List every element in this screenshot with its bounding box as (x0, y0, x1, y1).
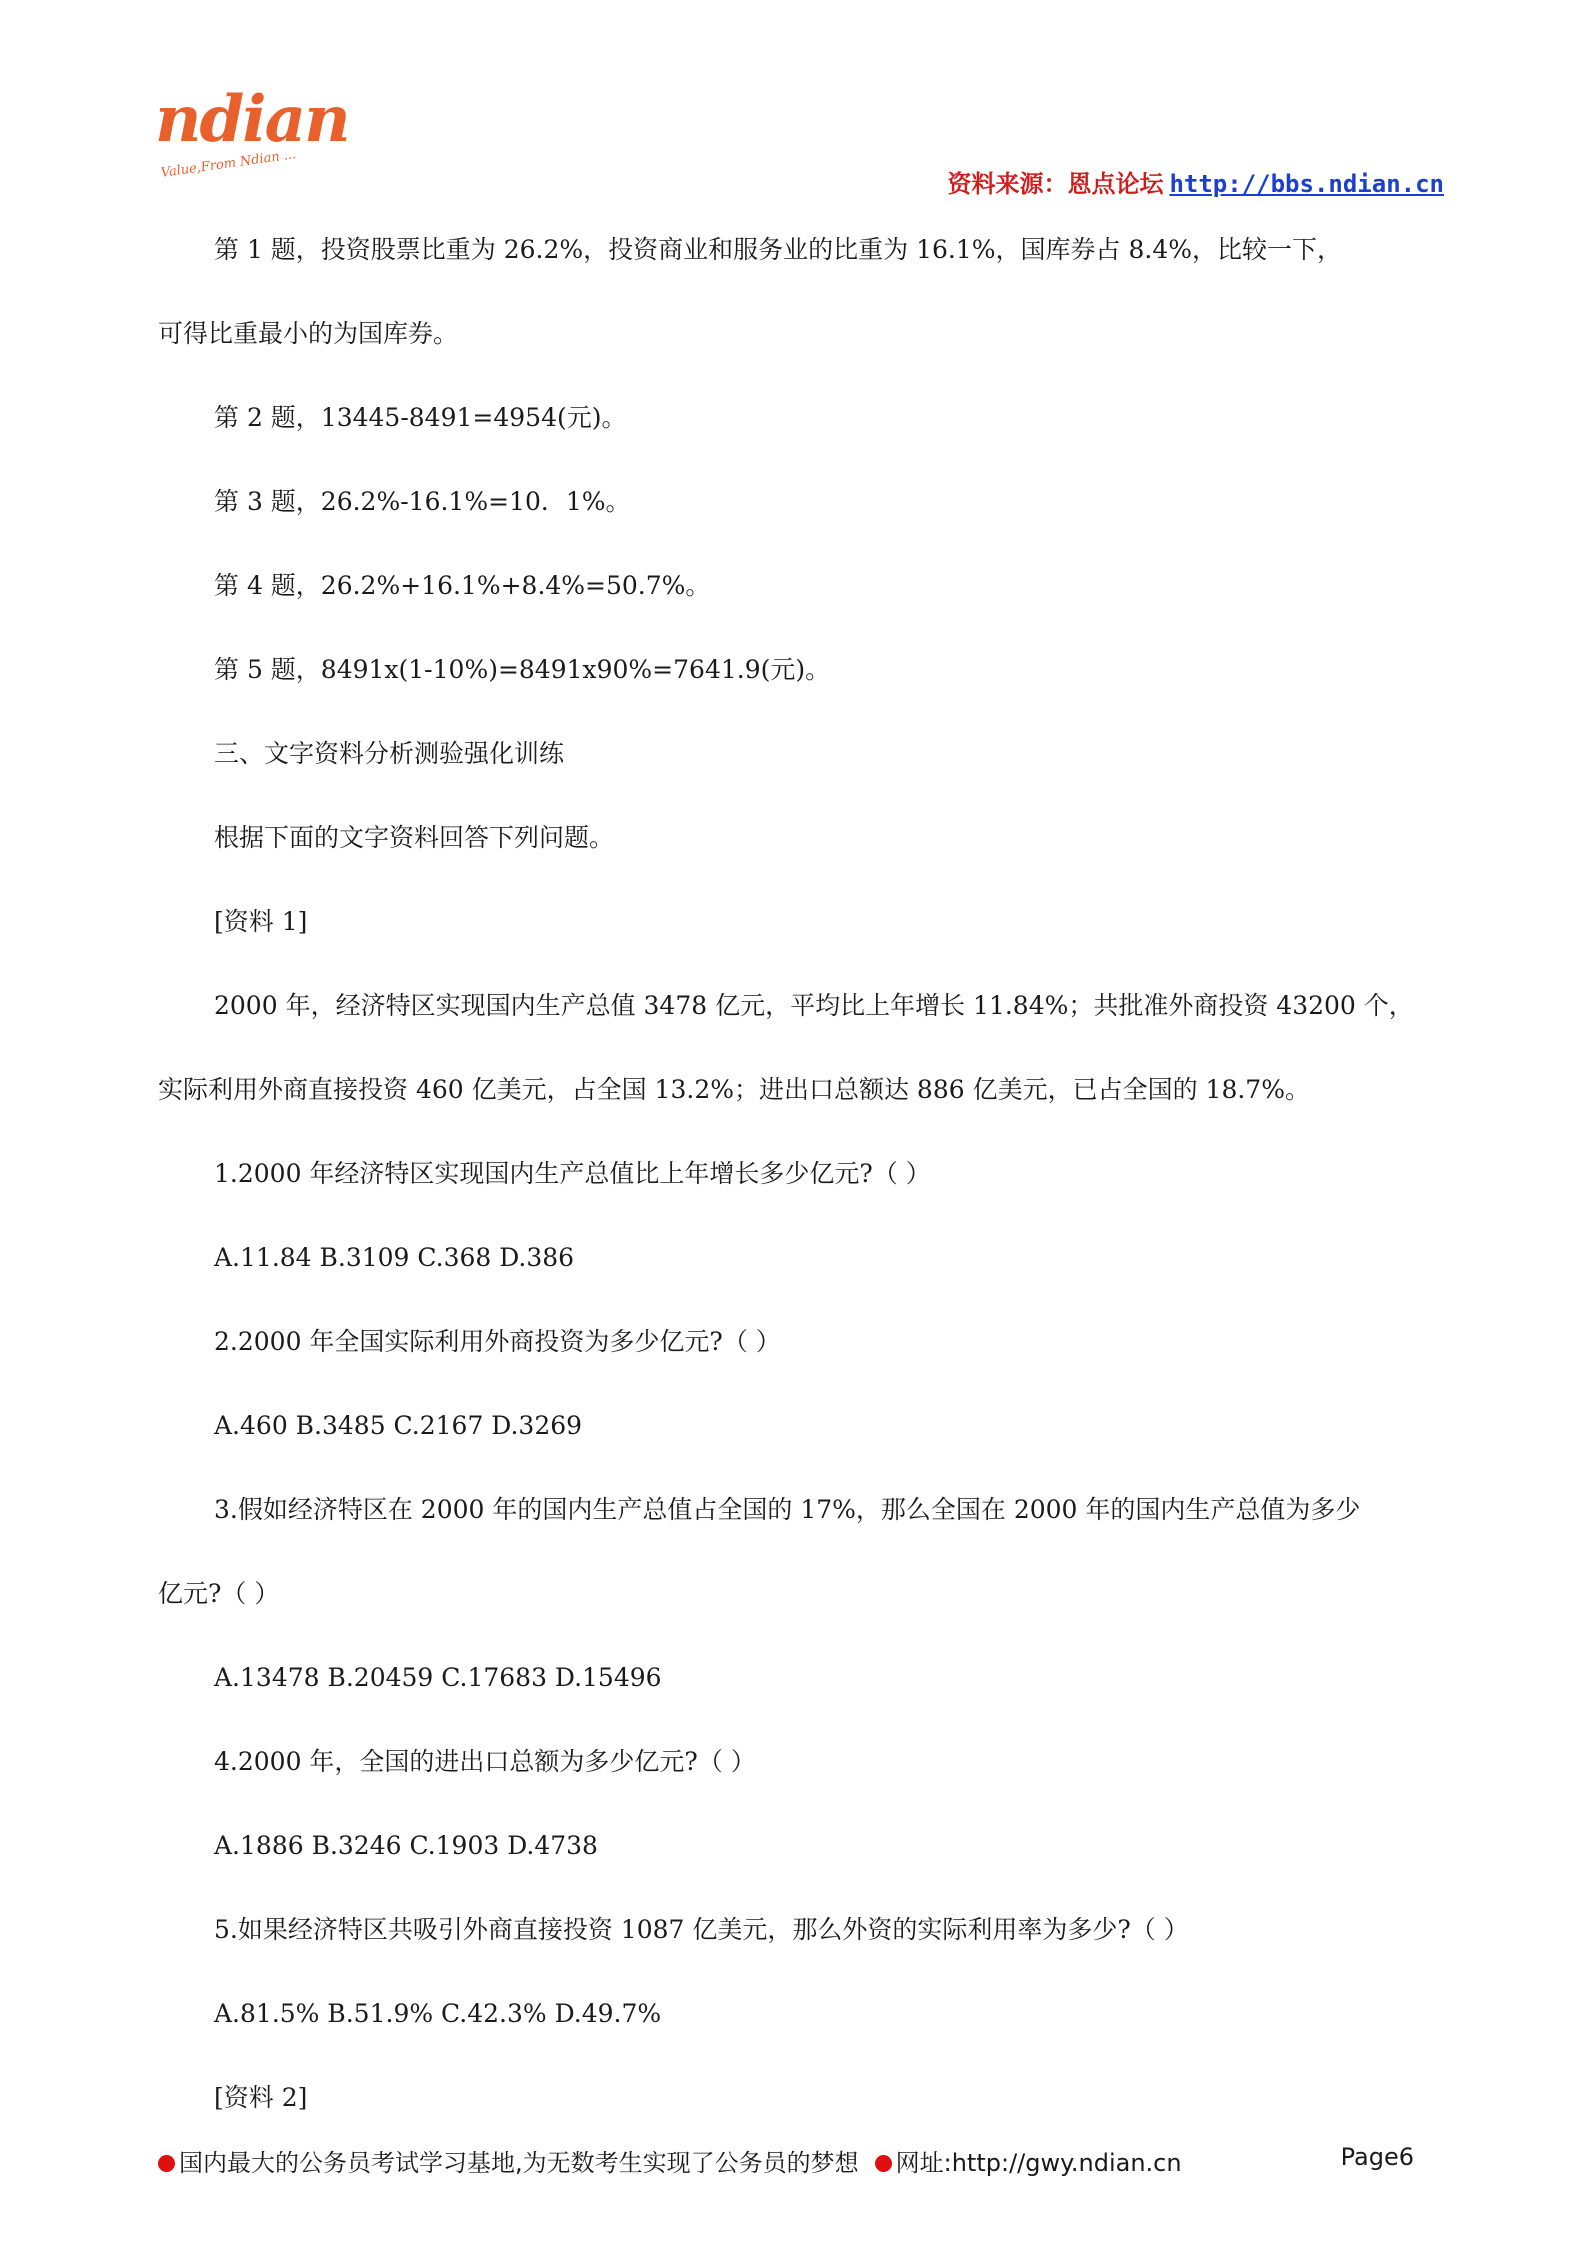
paragraph: 可得比重最小的为国库券。 (158, 319, 459, 348)
paragraph: A.13478 B.20459 C.17683 D.15496 (214, 1663, 662, 1692)
footer-site: 网址:http://gwy.ndian.cn (895, 2149, 1182, 2177)
paragraph: 第 4 题，26.2%+16.1%+8.4%=50.7%。 (214, 571, 711, 600)
paragraph: 5.如果经济特区共吸引外商直接投资 1087 亿美元，那么外资的实际利用率为多少?（ ） (214, 1915, 1189, 1944)
paragraph: A.460 B.3485 C.2167 D.3269 (214, 1411, 583, 1440)
bullet-icon (875, 2155, 892, 2172)
bullet-icon (158, 2155, 175, 2172)
source-line (947, 164, 1444, 199)
logo-wordmark: ndian (155, 82, 349, 157)
paragraph: 第 5 题，8491x(1-10%)=8491x90%=7641.9(元)。 (214, 655, 831, 684)
page-number: Page6 (1340, 2143, 1414, 2171)
document-body (158, 208, 1448, 2140)
paragraph: [资料 1] (214, 907, 308, 936)
paragraph: 第 1 题，投资股票比重为 26.2%，投资商业和服务业的比重为 16.1%，国库券占 8.4%，比较一下， (214, 235, 1342, 264)
logo-tagline: Value,From Ndian ... (159, 147, 298, 181)
page-footer (158, 2143, 1448, 2178)
paragraph: A.1886 B.3246 C.1903 D.4738 (214, 1831, 598, 1860)
paragraph: 第 3 题，26.2%-16.1%=10．1%。 (214, 487, 631, 516)
footer-slogan: 国内最大的公务员考试学习基地,为无数考生实现了公务员的梦想 (179, 2149, 859, 2177)
paragraph: [资料 2] (214, 2083, 308, 2112)
paragraph: 三、文字资料分析测验强化训练 (214, 739, 565, 768)
ndian-logo (155, 82, 375, 183)
paragraph: 亿元?（ ） (158, 1579, 280, 1608)
paragraph: 实际利用外商直接投资 460 亿美元，占全国 13.2%；进出口总额达 886 亿美元，已占全国的 18.7%。 (158, 1075, 1310, 1104)
paragraph: 2000 年，经济特区实现国内生产总值 3478 亿元，平均比上年增长 11.84%；共批准外商投资 43200 个， (214, 991, 1414, 1020)
paragraph: 1.2000 年经济特区实现国内生产总值比上年增长多少亿元?（ ） (214, 1159, 931, 1188)
paragraph: A.11.84 B.3109 C.368 D.386 (214, 1243, 575, 1272)
source-link[interactable]: http://bbs.ndian.cn (1169, 170, 1444, 198)
paragraph: 4.2000 年，全国的进出口总额为多少亿元?（ ） (214, 1747, 756, 1776)
paragraph: A.81.5% B.51.9% C.42.3% D.49.7% (214, 1999, 662, 2028)
paragraph: 根据下面的文字资料回答下列问题。 (214, 823, 615, 852)
paragraph: 2.2000 年全国实际利用外商投资为多少亿元?（ ） (214, 1327, 781, 1356)
paragraph: 3.假如经济特区在 2000 年的国内生产总值占全国的 17%，那么全国在 2000 年的国内生产总值为多少 (214, 1495, 1361, 1524)
paragraph: 第 2 题，13445-8491=4954(元)。 (214, 403, 627, 432)
source-label: 资料来源：恩点论坛 (947, 169, 1164, 198)
